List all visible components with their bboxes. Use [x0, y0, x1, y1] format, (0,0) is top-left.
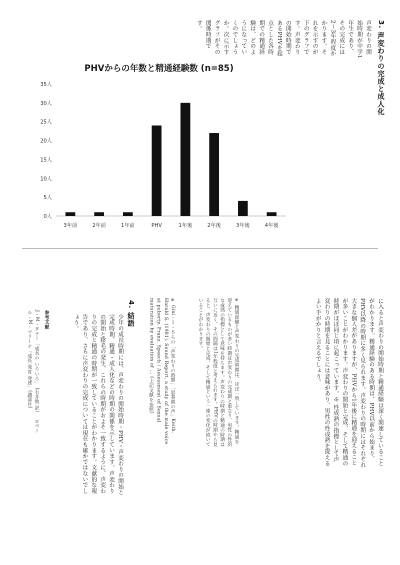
x-tick-label: 4年後 [264, 223, 279, 229]
x-tick-label: 1年前 [121, 223, 135, 229]
y-tick-label: 25人 [40, 119, 52, 126]
x-tick-label: 1年後 [178, 223, 193, 229]
section-4-body: 少年の成長時期には、声変わりの開始時期・PHV・声変わりの開始と完成時期、精通・成人化などの時期の関係を示しています。声変わりの開始と陰毛の発生、これらの時期がおよそ一致するように、声変わりの完成と精通の時期が一致していることがわかります。文献的な報告であり、さらに声変わりの完成については現在も確かではないでしょう。 [72, 314, 123, 496]
body-text-upper: に入ると声変わりの開始時期と精通経験は深く関連していることがわかります。精通経験のある時期は、PHV以前から始まり、PHV以降の時期に多く見られます。声変わりの時期にはそれぞれ大きな個人差がありますが、PHVから1年後に精通を迎えることが多いことがわかります。声変わりの開始と完成、そして精通の時期がほぼ同じ頃に起こっています。※ 性成熟の指標として声変わりの時期を見ることには意味があり、男性の性成熟を捉えるよい手がかりと言えるでしょう。 [314, 298, 383, 468]
chart-panel [24, 56, 294, 237]
bar-7 [267, 212, 277, 216]
bar-4 [180, 103, 190, 216]
bar-0 [65, 212, 75, 216]
x-tick-label: 3年前 [63, 223, 78, 229]
y-tick-label: 20人 [40, 138, 52, 145]
x-tick-label: 2年前 [92, 223, 106, 229]
y-tick-label: 5人 [43, 195, 52, 202]
references-label: 参考文献 [44, 310, 49, 330]
bar-3 [152, 125, 162, 216]
bar-5 [209, 133, 219, 216]
bar-6 [238, 201, 248, 216]
x-tick-label: 2年後 [207, 223, 221, 229]
divider [22, 248, 378, 249]
body-notes-lower: ※ 精通経験と声変わりの完成時期は、ほぼ一致しています。精通を迎えているものが多い時期は声変わりの完成期と重なり、男性の性的な成熟の指標として意味を持ちます。声変わりの時期と精通の時期は互いに近く、その間隔は1年程度と考えられます。PHVの時期から見ると、声変わりの開始と完成、そして精通という一連の変化が続いていることがわかります。 [197, 298, 239, 447]
bar-chart [24, 56, 294, 237]
y-tick-label: 10人 [40, 176, 52, 183]
section-4-title: 4. 結語 [127, 300, 135, 327]
reference-note: ※ Gini・Ｉ・Ｓらの「声変わりの時期」「思春期の声」Keith. Harold S. (1981). Sound Report, a study of the male voice at puberty. Franz. Speech / Assessment of Sexual maturation by evaluation of ... (上記文献を参照) [148, 298, 175, 446]
references-list: J・M・タナー「成長の いろいろ」 (石井他 訳) ロベール・M・マリーナ「成長 発育 発達」(講談社) [26, 310, 39, 434]
x-tick-label: PHV [151, 223, 162, 229]
x-tick-label: 3年後 [236, 223, 250, 229]
y-tick-label: 0人 [43, 214, 52, 220]
bar-1 [94, 212, 104, 216]
y-tick-label: 15人 [40, 157, 52, 164]
y-tick-label: 35人 [40, 82, 52, 88]
chart-title: PHVからの年数と精通経験数 (n=85) [84, 64, 234, 74]
section-3-body: 声変わりの開始時期が中学1年生であり、その完成には2〜3年程度かかります。それを示すのが下のグラフです。声変わりの開始時期であるPHVを起点とした各時期での精通経験は、どのようになっていくのでしょうか。次に示すグラフがその関係時期です。 [195, 20, 371, 59]
y-tick-label: 30人 [40, 100, 52, 107]
bar-2 [123, 212, 133, 216]
section-3-title: 3. 声変わりの完成と成人化 [377, 20, 385, 116]
